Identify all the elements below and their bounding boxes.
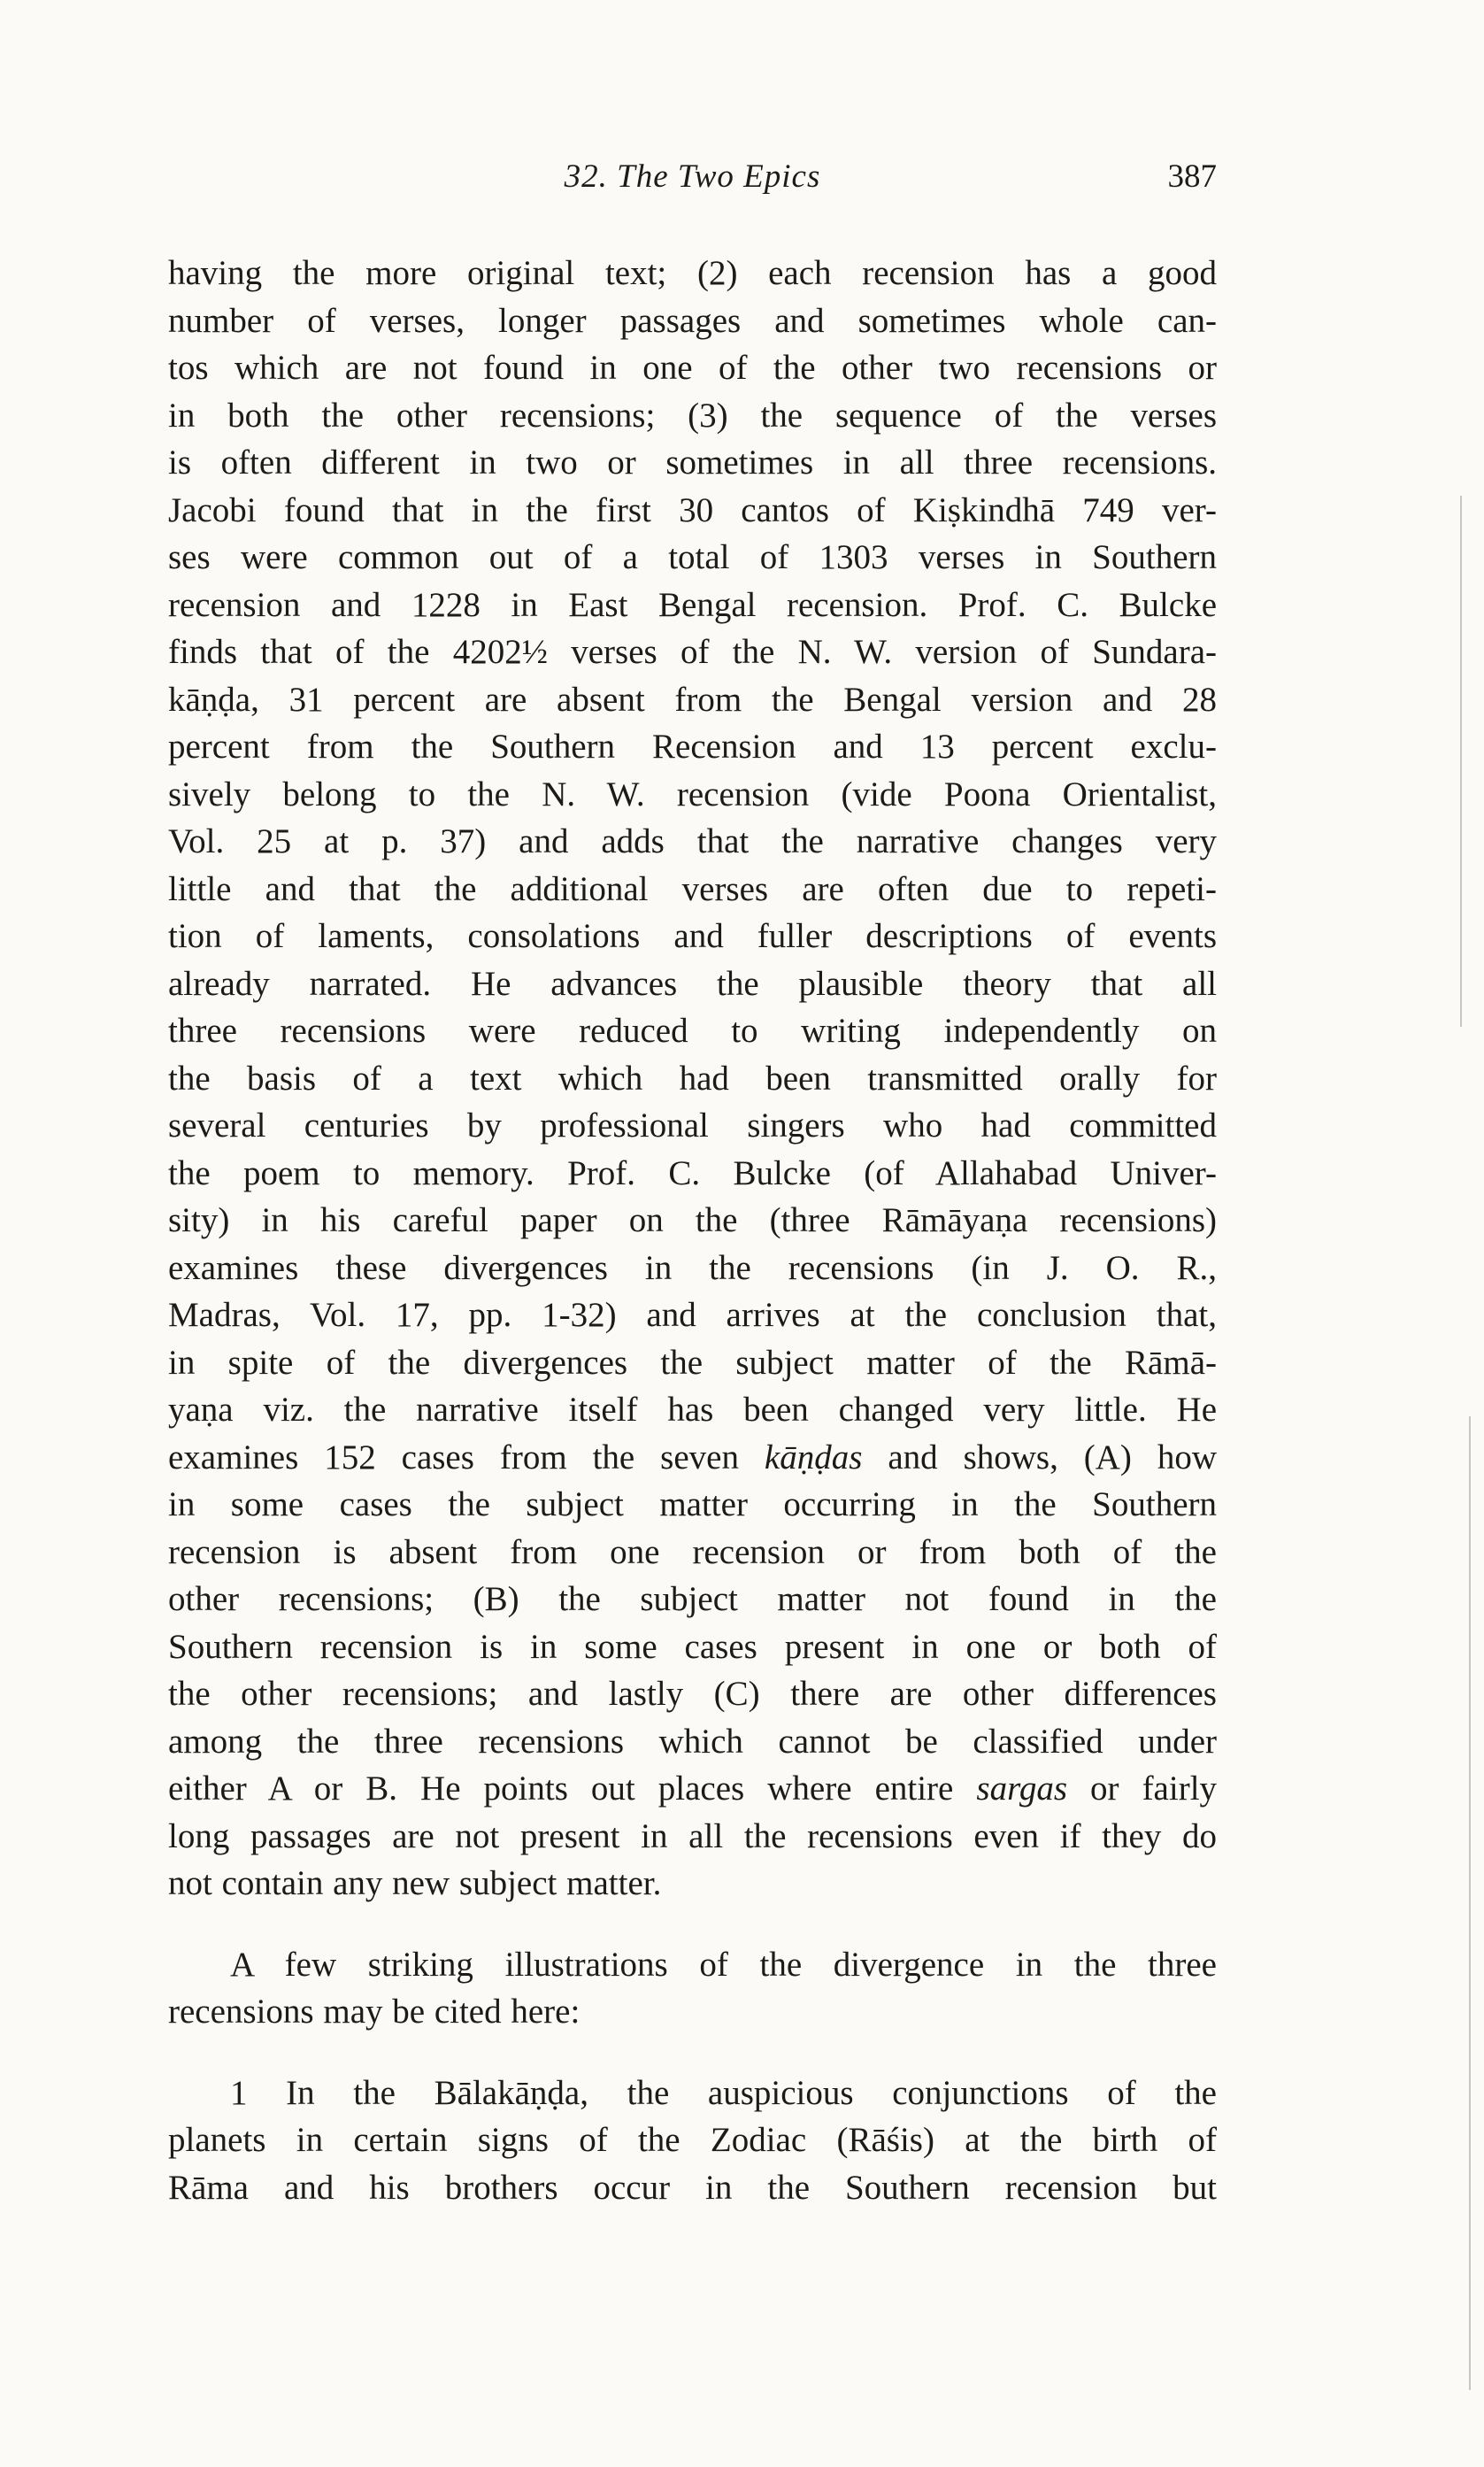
text-line: 1 In the Bālakāṇḍa, the auspicious conjunctions of the (230, 2073, 1217, 2112)
text-line: recension and 1228 in East Bengal recension. Prof. C. Bulcke (168, 585, 1217, 624)
text-line: recensions may be cited here: (168, 1993, 581, 2031)
text-line: tion of laments, consolations and fuller descriptions of events (168, 917, 1217, 955)
text-line: Southern recension is in some cases present in one or both of (168, 1627, 1217, 1666)
text-line: the basis of a text which had been transmitted orally for (168, 1059, 1217, 1098)
text-line: among the three recensions which cannot be classified under (168, 1722, 1217, 1761)
text-line: Rāma and his brothers occur in the Southern recension but (168, 2168, 1217, 2207)
text-line: in some cases the subject matter occurring in the Southern (168, 1485, 1217, 1523)
text-line: several centuries by professional singers who had committed (168, 1106, 1217, 1145)
text-line: planets in certain signs of the Zodiac (Rāśis) at the birth of (168, 2121, 1217, 2159)
text-line: three recensions were reduced to writing independently on (168, 1012, 1217, 1050)
text-line: finds that of the 4202½ verses of the N. W. version of Sundara- (168, 633, 1217, 671)
text-line: examines these divergences in the recensions (in J. O. R., (168, 1248, 1217, 1287)
text-line: in spite of the divergences the subject matter of the Rāmā- (168, 1343, 1217, 1382)
scan-edge-line (1469, 1416, 1471, 2390)
text-line: Vol. 25 at p. 37) and adds that the narrative changes very (168, 822, 1217, 860)
text-segment: and shows, (A) how (888, 1438, 1218, 1476)
text-line: number of verses, longer passages and sometimes whole can- (168, 301, 1217, 340)
text-line (168, 1434, 1217, 1482)
paragraph-2 (168, 1941, 1217, 2036)
text-line: little and that the additional verses are often due to repeti- (168, 869, 1217, 908)
text-line: yaṇa viz. the narrative itself has been changed very little. He (168, 1391, 1217, 1429)
page-number: 387 (1167, 158, 1217, 195)
text-line: the poem to memory. Prof. C. Bulcke (of Allahabad Univer- (168, 1153, 1217, 1192)
running-head: 32. The Two Epics (564, 158, 821, 195)
paragraph-1 (168, 250, 1217, 1908)
text-line: not contain any new subject matter. (168, 1864, 662, 1902)
text-line: kāṇḍa, 31 percent are absent from the Bengal version and 28 (168, 680, 1217, 719)
text-line: A few striking illustrations of the divergence in the three (230, 1945, 1217, 1984)
text-segment: either A or B. He points out places where entire (168, 1769, 954, 1808)
text-line: Jacobi found that in the first 30 cantos of Kiṣkindhā 749 ver- (168, 490, 1217, 529)
text-line (168, 1765, 1217, 1813)
text-segment: or fairly (1090, 1769, 1218, 1808)
text-line: in both the other recensions; (3) the sequence of the verses (168, 396, 1217, 435)
text-line: the other recensions; and lastly (C) there are other differences (168, 1675, 1217, 1713)
page-header (168, 158, 1217, 211)
italic-term: sargas (976, 1769, 1067, 1808)
text-line: other recensions; (B) the subject matter not found in the (168, 1580, 1217, 1618)
italic-term: kāṇḍas (764, 1438, 863, 1476)
text-line: recension is absent from one recension or from both of the (168, 1532, 1217, 1571)
text-line: ses were common out of a total of 1303 verses in Southern (168, 538, 1217, 576)
text-segment: examines 152 cases from the seven (168, 1438, 739, 1476)
text-line: sity) in his careful paper on the (three Rāmāyaṇa recensions) (168, 1201, 1217, 1239)
paragraph-3 (168, 2070, 1217, 2212)
text-line: long passages are not present in all the recensions even if they do (168, 1816, 1217, 1855)
text-line: Madras, Vol. 17, pp. 1-32) and arrives at the conclusion that, (168, 1296, 1217, 1334)
text-line: having the more original text; (2) each recension has a good (168, 254, 1217, 292)
text-line: tos which are not found in one of the other two recensions or (168, 349, 1217, 387)
text-line: sively belong to the N. W. recension (vide Poona Orientalist, (168, 775, 1217, 813)
text-line: is often different in two or sometimes in all three recensions. (168, 443, 1217, 482)
text-line: percent from the Southern Recension and 13 percent exclu- (168, 728, 1217, 766)
text-line: already narrated. He advances the plausible theory that all (168, 964, 1217, 1003)
scan-edge-line (1460, 496, 1462, 1027)
body-text (168, 250, 1217, 2245)
